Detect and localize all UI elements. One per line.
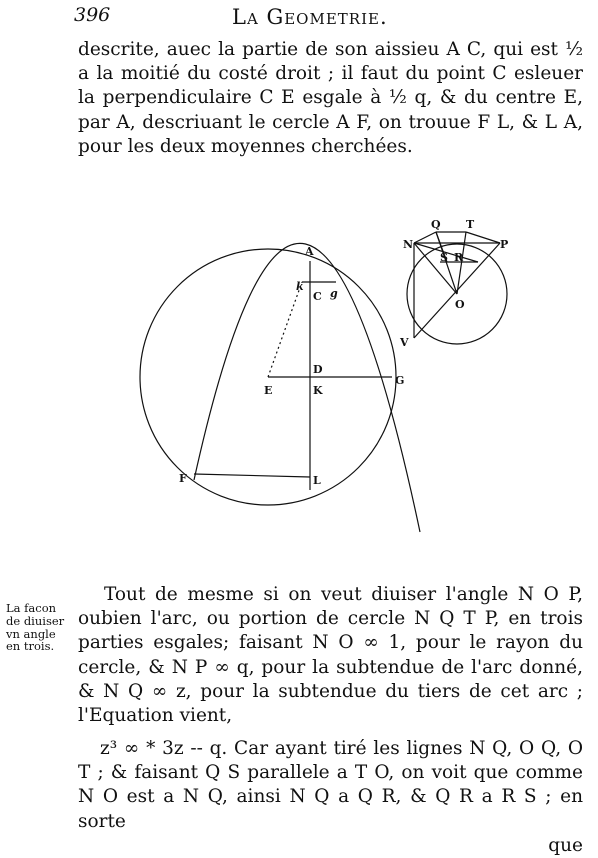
margin-note-line: La facon bbox=[6, 601, 57, 615]
label-g: G bbox=[395, 374, 405, 387]
page-number: 396 bbox=[74, 4, 111, 26]
label-q: Q bbox=[431, 218, 441, 231]
label-a: A bbox=[305, 245, 314, 258]
parabola bbox=[194, 243, 420, 532]
label-e: E bbox=[264, 384, 273, 397]
running-head: La Geometrie. bbox=[232, 5, 388, 29]
label-s: S bbox=[440, 251, 448, 264]
label-g-lower: g bbox=[330, 287, 338, 300]
line-n-o bbox=[414, 243, 457, 294]
figure-labels bbox=[179, 218, 508, 487]
line-f-l bbox=[194, 474, 310, 477]
label-k-lower: k bbox=[296, 280, 304, 293]
label-c: C bbox=[313, 290, 322, 303]
label-o: O bbox=[455, 298, 465, 311]
paragraph-1: descrite, auec la partie de son aissieu A C, qui est ½ a la moitié du costé droit ; il faut du point C esleuer la perpendiculaire C E esgale à ½ q, & du centre E, par A, descriuant le cercle A F, on trouue F L, & L A, pour les deux moyennes cherchées. bbox=[78, 39, 583, 157]
paragraph-2: Tout de mesme si on veut diuiser l'angle N O P, oubien l'arc, ou portion de cercle N Q T P, en trois parties esgales; faisant N O ∞ 1, pour le rayon du cercle, & N P ∞ q, pour la subtendue de l'arc donné, & N Q ∞ z, pour la subtendue du tiers de cet arc ; l'Equation vient, bbox=[78, 584, 583, 727]
label-p: P bbox=[500, 238, 509, 251]
label-v: V bbox=[400, 336, 409, 349]
paragraph-3 bbox=[78, 737, 583, 858]
line-n-q bbox=[414, 232, 436, 243]
figure-lines bbox=[140, 232, 507, 532]
label-r: R bbox=[454, 251, 464, 264]
margin-note-line: de diuiser bbox=[6, 613, 65, 628]
label-n: N bbox=[403, 238, 414, 251]
dotted-e-k bbox=[268, 282, 302, 377]
line-t-p bbox=[466, 232, 500, 243]
label-l: L bbox=[313, 474, 321, 487]
label-f: F bbox=[179, 472, 187, 485]
catchword: que bbox=[548, 834, 583, 856]
label-k: K bbox=[313, 384, 323, 397]
label-d: D bbox=[313, 363, 323, 376]
paragraph-3-text: z³ ∞ * 3z -- q. Car ayant tiré les lignes N Q, O Q, O T ; & faisant Q S parallele a T O, on voit que comme N O est a N Q, ainsi N Q a Q R, & Q R a R S ; en sorte bbox=[78, 738, 583, 832]
margin-note bbox=[6, 602, 72, 653]
margin-note-line: vn angle bbox=[6, 626, 56, 641]
label-t: T bbox=[466, 218, 475, 231]
margin-note-line: en trois. bbox=[6, 639, 55, 654]
